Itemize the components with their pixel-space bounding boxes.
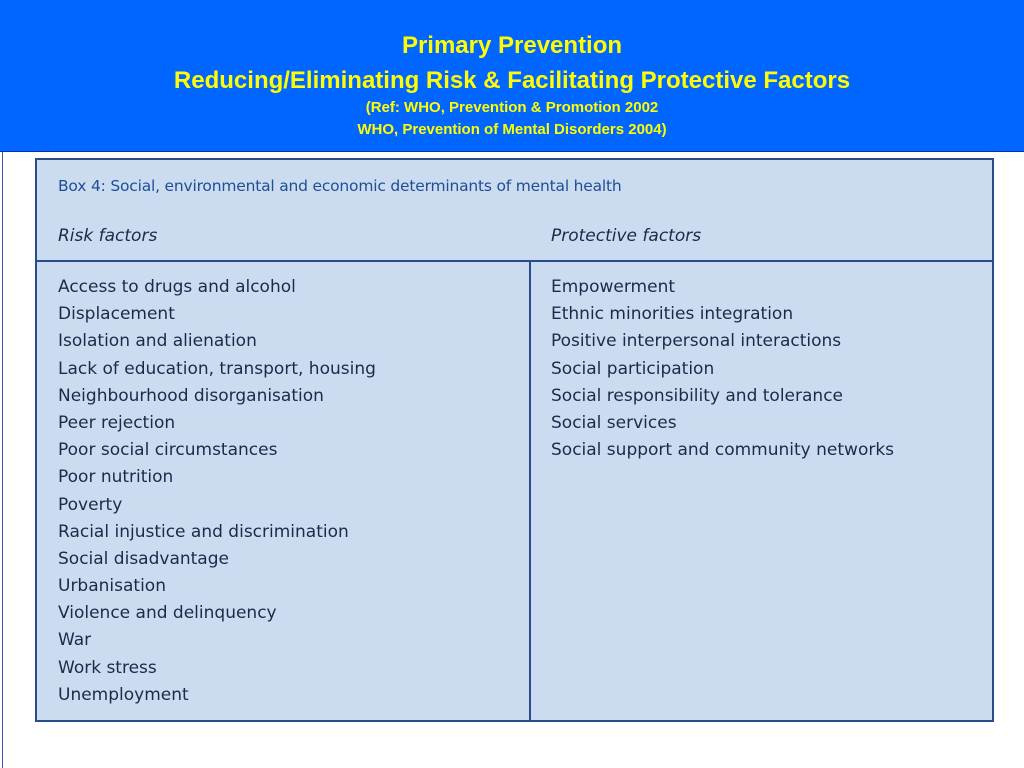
list-item: Racial injustice and discrimination (58, 521, 349, 542)
list-item: Lack of education, transport, housing (58, 358, 376, 379)
list-item: Urbanisation (58, 576, 166, 597)
box-header (37, 160, 992, 262)
list-item: Poverty (58, 494, 123, 515)
reference-line-2: WHO, Prevention of Mental Disorders 2004) (357, 121, 667, 138)
list-item: Social responsibility and tolerance (551, 385, 843, 406)
list-item: Peer rejection (58, 412, 176, 433)
column-divider (529, 262, 531, 720)
list-item: Social participation (551, 358, 715, 379)
list-item: Access to drugs and alcohol (58, 277, 296, 297)
list-item: Unemployment (58, 684, 189, 705)
risk-factors-list (58, 274, 376, 709)
list-item: Poor nutrition (58, 467, 174, 488)
determinants-box (35, 158, 994, 722)
list-item: Work stress (58, 657, 157, 678)
list-item: Empowerment (551, 277, 676, 297)
list-item: Ethnic minorities integration (551, 304, 794, 325)
list-item: Social support and community networks (551, 440, 895, 461)
list-item: Positive interpersonal interactions (551, 331, 842, 352)
left-edge-rule (2, 152, 3, 768)
list-item: Neighbourhood disorganisation (58, 385, 324, 406)
slide-title: Primary Prevention (401, 32, 623, 59)
box-title: Box 4: Social, environmental and economic determinants of mental health (58, 177, 622, 195)
protective-factors-heading: Protective factors (551, 226, 702, 246)
risk-factors-heading: Risk factors (58, 226, 158, 246)
list-item: Social disadvantage (58, 548, 229, 569)
list-item: War (58, 630, 92, 651)
slide-header (0, 0, 1024, 152)
list-item: Violence and delinquency (58, 603, 277, 624)
list-item: Poor social circumstances (58, 440, 278, 461)
slide-subtitle: Reducing/Eliminating Risk & Facilitating Protective Factors (173, 67, 851, 94)
list-item: Displacement (58, 304, 175, 325)
protective-factors-list (551, 274, 894, 464)
list-item: Isolation and alienation (58, 331, 257, 352)
list-item: Social services (551, 412, 677, 433)
reference-line-1: (Ref: WHO, Prevention & Promotion 2002 (365, 99, 659, 116)
